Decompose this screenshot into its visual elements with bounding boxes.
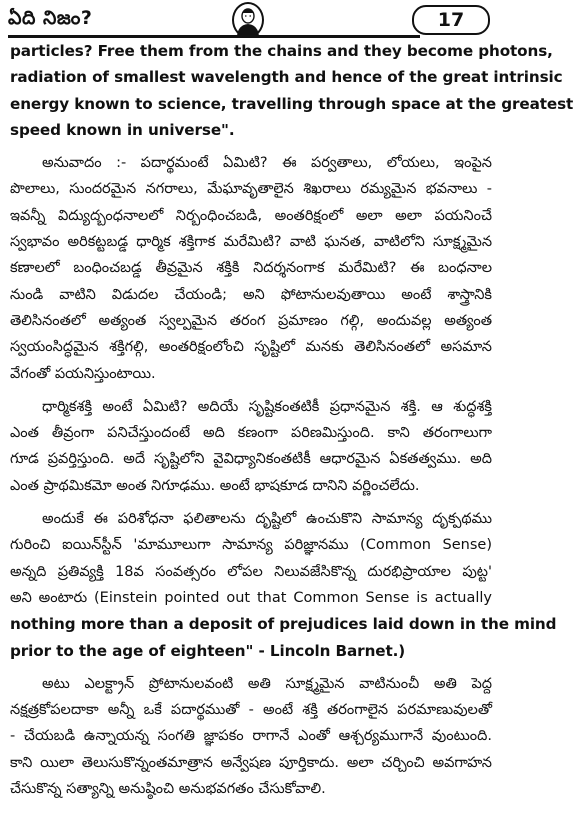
text-line: నక్షత్రకోపలదాకా అన్నీ ఒకే పదార్థముతో - అంటే శక్తి తరంగాలైన పరమాణువులతో (10, 702, 492, 719)
text-line: అనువాదం :- పదార్థమంటే ఏమిటి? ఈ పర్వతాలు, లోయలు, ఇంపైన (42, 155, 492, 172)
paragraph-translation (10, 150, 492, 387)
text-line: కాని యిలా తెలుసుకొన్నంతమాత్రాన అన్వేషణ పూర్తికాదు. అలా చర్చించి అవగాహన (10, 754, 492, 771)
text-line: అన్నది ప్రతివ్యక్తి 18వ సంవత్సరం లోపల నిలువజేసికొన్న దురభిప్రాయాల పుట్ట' (10, 563, 492, 580)
paragraph-common-sense (10, 506, 557, 664)
text-line: పొలాలు, సుందరమైన నగరాలు, మేఘావృతాలైన శిఖరాలు రమ్యమైన భవనాలు - (10, 181, 492, 198)
text-line: ఇవన్నీ విద్యుద్బంధనాలలో నిర్బంధించబడి, అంతరిక్షంలో అలా అలా పయనించే (10, 207, 492, 224)
text-line: particles? Free them from the chains and they become photons, (10, 42, 553, 60)
text-line: అందుకే ఈ పరిశోధనా ఫలితాలను దృష్టిలో ఉంచుకొని సామాన్య దృక్పథము (42, 511, 492, 528)
text-line: తెలిసినంతలో అత్యంత స్వల్పమైన తరంగ ప్రమాణం గల్గి, అందువల్ల అత్యంత (10, 312, 492, 329)
author-portrait-icon (232, 2, 264, 38)
text-line: కణాలలో బంధించబడ్డ తీవ్రమైన శక్తికి నిదర్శనంగాక మరేమిటి? ఈ బంధనాల (10, 260, 492, 277)
text-line: - చేయబడి ఉన్నాయన్న సంగతి జ్ఞాపకం రాగానే ఎంతో ఆశ్చర్యముగానే వుంటుంది. (10, 728, 492, 745)
text-line: అని అంటారు (Einstein pointed out that Common Sense is actually (10, 589, 492, 606)
text-line: nothing more than a deposit of prejudices laid down in the mind (10, 615, 557, 634)
running-title: ఏది నిజం? (8, 7, 93, 29)
text-line: స్వభావం అరికట్టబడ్డ ధార్మిక శక్తిగాక మరేమిటి? వాటి ఘనత, వాటిలోని సూక్ష్మమైన (10, 234, 492, 251)
text-line: చేసుకొన్న సత్యాన్ని అనుష్ఠించి అనుభవగతం చేసుకోవాలి. (10, 781, 326, 798)
text-line: నుండి వాటిని విడుదల చేయండి; అని ఫోటానులవుతాయి అంటే శాస్త్రానికి (10, 286, 492, 303)
text-line: prior to the age of eighteen" - Lincoln Barnet.) (10, 641, 406, 660)
paragraph-conclusion (10, 671, 492, 802)
text-line: radiation of smallest wavelength and hence of the great intrinsic (10, 68, 563, 87)
page-body (10, 38, 573, 802)
text-line: అటు ఎలక్ట్రాన్ ప్రోటానులవంటి అతి సూక్ష్మమైన వాటినుంచీ అతి పెద్ద (42, 675, 492, 692)
text-line: energy known to science, travelling through space at the greatest (10, 94, 573, 113)
paragraph-radiant-energy (10, 394, 492, 499)
paragraph-quote-end (10, 38, 573, 143)
text-line: వేగంతో పయనిస్తుంటాయి. (10, 365, 156, 382)
text-line: ఎంత ప్రాథమికమో అంత నిగూఢము. అంటే భాషకూడ దానిని వర్ణించలేదు. (10, 477, 420, 494)
text-line: గూడ ప్రవర్తిస్తుంది. అదే సృష్టిలోని వైవిధ్యానికంతటికీ ఆధారమైన ఏకతత్వము. అది (10, 451, 492, 468)
text-line: ఎంత తీవ్రంగా పనిచేస్తుందంటే అది కణంగా పరిణమిస్తుంది. కాని తరంగాలుగా (10, 425, 492, 442)
page-number: 17 (412, 5, 490, 35)
text-line: ధార్మికశక్తి అంటే ఏమిటి? అదియే సృష్టికంతటికీ ప్రధానమైన శక్తి. ఆ శుద్ధశక్తి (42, 398, 492, 415)
text-line: స్వయంసిద్ధమైన శక్తిగల్గి, అంతరిక్షంలోంచి సృష్టిలో మనకు తెలిసినంతలో అసమాన (10, 339, 492, 356)
text-line: speed known in universe". (10, 120, 235, 139)
text-line: గురించి ఐయిన్‌స్టీన్ 'మామూలుగా సామాన్య పరిజ్ఞానము (Common Sense) (10, 537, 492, 554)
